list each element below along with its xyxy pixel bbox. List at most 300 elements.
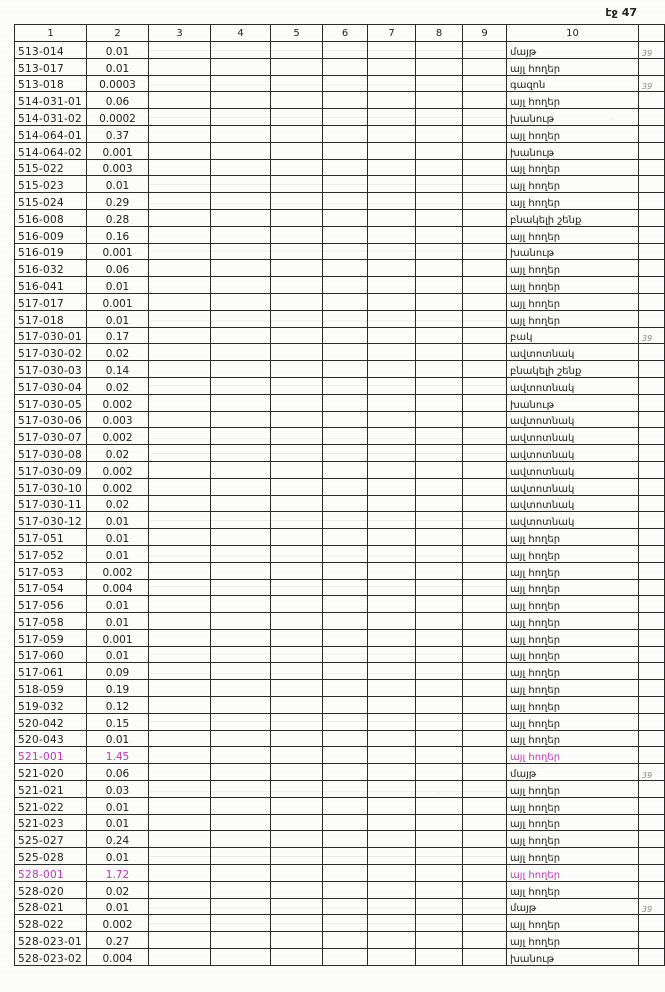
empty-cell [416, 797, 463, 814]
empty-cell [323, 142, 368, 159]
empty-cell [463, 545, 507, 562]
empty-cell [271, 377, 323, 394]
empty-cell [149, 545, 211, 562]
empty-cell [368, 562, 416, 579]
table-row [15, 713, 665, 730]
margin-note [639, 209, 665, 226]
empty-cell [211, 831, 271, 848]
empty-cell [323, 377, 368, 394]
col-header-9: 9 [463, 25, 507, 42]
land-type-cell: այլ հողեր [507, 92, 639, 109]
margin-note [639, 495, 665, 512]
empty-cell [271, 781, 323, 798]
table-row [15, 797, 665, 814]
parcel-code-cell: 516-019 [15, 243, 87, 260]
empty-cell [323, 898, 368, 915]
land-type-cell: այլ հողեր [507, 646, 639, 663]
empty-cell [416, 445, 463, 462]
margin-note [639, 865, 665, 882]
land-type-cell: այլ հողեր [507, 226, 639, 243]
area-value-cell: 0.001 [87, 293, 149, 310]
empty-cell [416, 428, 463, 445]
empty-cell [211, 629, 271, 646]
empty-cell [323, 226, 368, 243]
empty-cell [211, 327, 271, 344]
empty-cell [149, 512, 211, 529]
empty-cell [463, 747, 507, 764]
area-value-cell: 0.001 [87, 142, 149, 159]
margin-note [639, 260, 665, 277]
empty-cell [149, 109, 211, 126]
table-row [15, 92, 665, 109]
table-row [15, 747, 665, 764]
empty-cell [149, 781, 211, 798]
empty-cell [149, 596, 211, 613]
empty-cell [416, 394, 463, 411]
empty-cell [416, 730, 463, 747]
empty-cell [463, 730, 507, 747]
empty-cell [211, 226, 271, 243]
empty-cell [211, 260, 271, 277]
empty-cell [323, 310, 368, 327]
margin-note [639, 613, 665, 630]
margin-note [639, 949, 665, 966]
empty-cell [149, 428, 211, 445]
empty-cell [149, 327, 211, 344]
empty-cell [323, 646, 368, 663]
land-type-cell: բնակելի շենք [507, 209, 639, 226]
empty-cell [416, 529, 463, 546]
parcel-code-cell: 517-030-12 [15, 512, 87, 529]
area-value-cell: 0.001 [87, 243, 149, 260]
empty-cell [211, 579, 271, 596]
empty-cell [271, 75, 323, 92]
area-value-cell: 0.24 [87, 831, 149, 848]
table-row [15, 159, 665, 176]
empty-cell [149, 949, 211, 966]
empty-cell [368, 613, 416, 630]
parcel-code-cell: 517-051 [15, 529, 87, 546]
empty-cell [323, 495, 368, 512]
empty-cell [149, 646, 211, 663]
margin-note [639, 478, 665, 495]
empty-cell [368, 579, 416, 596]
empty-cell [368, 193, 416, 210]
empty-cell [149, 747, 211, 764]
empty-cell [211, 445, 271, 462]
empty-cell [416, 713, 463, 730]
empty-cell [416, 377, 463, 394]
empty-cell [463, 495, 507, 512]
margin-note [639, 361, 665, 378]
empty-cell [416, 327, 463, 344]
empty-cell [211, 361, 271, 378]
empty-cell [211, 814, 271, 831]
empty-cell [463, 915, 507, 932]
empty-cell [271, 730, 323, 747]
margin-note [639, 176, 665, 193]
parcel-code-cell: 517-030-04 [15, 377, 87, 394]
margin-note: 39 [639, 42, 665, 59]
empty-cell [416, 461, 463, 478]
empty-cell [271, 579, 323, 596]
empty-cell [323, 697, 368, 714]
land-type-cell: այլ հողեր [507, 747, 639, 764]
empty-cell [323, 596, 368, 613]
parcel-code-cell: 517-030-08 [15, 445, 87, 462]
col-header-6: 6 [323, 25, 368, 42]
table-row [15, 209, 665, 226]
empty-cell [211, 865, 271, 882]
col-header-5: 5 [271, 25, 323, 42]
empty-cell [463, 411, 507, 428]
empty-cell [211, 394, 271, 411]
empty-cell [271, 764, 323, 781]
empty-cell [271, 932, 323, 949]
empty-cell [463, 764, 507, 781]
empty-cell [149, 394, 211, 411]
empty-cell [368, 747, 416, 764]
empty-cell [323, 92, 368, 109]
empty-cell [271, 42, 323, 59]
empty-cell [211, 697, 271, 714]
empty-cell [323, 881, 368, 898]
table-row [15, 361, 665, 378]
margin-note [639, 747, 665, 764]
empty-cell [416, 764, 463, 781]
parcel-code-cell: 520-043 [15, 730, 87, 747]
empty-cell [271, 226, 323, 243]
empty-cell [271, 495, 323, 512]
empty-cell [368, 361, 416, 378]
empty-cell [416, 932, 463, 949]
empty-cell [416, 75, 463, 92]
empty-cell [211, 293, 271, 310]
empty-cell [211, 529, 271, 546]
land-type-cell: մայթ [507, 898, 639, 915]
empty-cell [323, 529, 368, 546]
parcel-code-cell: 517-018 [15, 310, 87, 327]
area-value-cell: 0.06 [87, 764, 149, 781]
parcel-code-cell: 528-021 [15, 898, 87, 915]
area-value-cell: 0.12 [87, 697, 149, 714]
empty-cell [271, 243, 323, 260]
empty-cell [368, 932, 416, 949]
empty-cell [211, 663, 271, 680]
margin-note [639, 596, 665, 613]
area-value-cell: 0.0002 [87, 109, 149, 126]
table-row [15, 75, 665, 92]
empty-cell [323, 932, 368, 949]
empty-cell [323, 478, 368, 495]
empty-cell [463, 377, 507, 394]
empty-cell [323, 109, 368, 126]
land-type-cell: խանութ [507, 109, 639, 126]
empty-cell [323, 512, 368, 529]
land-type-cell: այլ հողեր [507, 260, 639, 277]
empty-cell [416, 243, 463, 260]
area-value-cell: 0.002 [87, 562, 149, 579]
empty-cell [149, 260, 211, 277]
empty-cell [416, 159, 463, 176]
area-value-cell: 0.02 [87, 344, 149, 361]
empty-cell [368, 680, 416, 697]
empty-cell [323, 58, 368, 75]
empty-cell [271, 865, 323, 882]
table-row [15, 411, 665, 428]
empty-cell [271, 814, 323, 831]
empty-cell [149, 125, 211, 142]
parcel-code-cell: 517-054 [15, 579, 87, 596]
empty-cell [149, 579, 211, 596]
header-row [15, 25, 665, 42]
empty-cell [323, 663, 368, 680]
empty-cell [211, 881, 271, 898]
margin-note [639, 562, 665, 579]
table-row [15, 814, 665, 831]
empty-cell [323, 865, 368, 882]
empty-cell [149, 310, 211, 327]
empty-cell [463, 898, 507, 915]
empty-cell [463, 193, 507, 210]
empty-cell [323, 680, 368, 697]
empty-cell [463, 512, 507, 529]
land-type-cell: այլ հողեր [507, 848, 639, 865]
area-value-cell: 0.15 [87, 713, 149, 730]
empty-cell [149, 445, 211, 462]
table-row [15, 881, 665, 898]
empty-cell [416, 495, 463, 512]
empty-cell [211, 730, 271, 747]
area-value-cell: 0.001 [87, 629, 149, 646]
empty-cell [211, 646, 271, 663]
empty-cell [463, 814, 507, 831]
empty-cell [211, 898, 271, 915]
empty-cell [416, 277, 463, 294]
parcel-code-cell: 517-030-03 [15, 361, 87, 378]
land-type-cell: ավտոտնակ [507, 344, 639, 361]
empty-cell [149, 932, 211, 949]
table-row [15, 478, 665, 495]
empty-cell [323, 730, 368, 747]
area-value-cell: 0.01 [87, 545, 149, 562]
parcel-code-cell: 517-030-07 [15, 428, 87, 445]
empty-cell [323, 428, 368, 445]
area-value-cell: 0.01 [87, 596, 149, 613]
area-value-cell: 0.01 [87, 848, 149, 865]
parcel-code-cell: 517-030-05 [15, 394, 87, 411]
land-type-cell: այլ հողեր [507, 865, 639, 882]
table-row [15, 697, 665, 714]
table-row [15, 545, 665, 562]
empty-cell [416, 545, 463, 562]
table-row [15, 327, 665, 344]
area-value-cell: 0.02 [87, 377, 149, 394]
area-value-cell: 0.01 [87, 176, 149, 193]
empty-cell [149, 411, 211, 428]
empty-cell [149, 881, 211, 898]
empty-cell [271, 109, 323, 126]
empty-cell [211, 277, 271, 294]
empty-cell [271, 529, 323, 546]
empty-cell [211, 310, 271, 327]
empty-cell [271, 881, 323, 898]
margin-note [639, 411, 665, 428]
empty-cell [463, 529, 507, 546]
empty-cell [368, 428, 416, 445]
land-type-cell: ավտոտնակ [507, 377, 639, 394]
parcel-code-cell: 521-023 [15, 814, 87, 831]
empty-cell [463, 865, 507, 882]
area-value-cell: 0.28 [87, 209, 149, 226]
margin-note [639, 394, 665, 411]
margin-note [639, 663, 665, 680]
empty-cell [149, 92, 211, 109]
empty-cell [271, 848, 323, 865]
empty-cell [463, 75, 507, 92]
empty-cell [149, 377, 211, 394]
area-value-cell: 0.01 [87, 898, 149, 915]
area-value-cell: 0.06 [87, 92, 149, 109]
empty-cell [211, 949, 271, 966]
table-row [15, 495, 665, 512]
empty-cell [149, 730, 211, 747]
margin-note [639, 781, 665, 798]
empty-cell [416, 209, 463, 226]
empty-cell [271, 461, 323, 478]
table-row [15, 260, 665, 277]
parcel-code-cell: 515-024 [15, 193, 87, 210]
empty-cell [271, 663, 323, 680]
empty-cell [271, 545, 323, 562]
empty-cell [463, 579, 507, 596]
empty-cell [271, 898, 323, 915]
margin-note [639, 58, 665, 75]
empty-cell [416, 58, 463, 75]
empty-cell [416, 680, 463, 697]
margin-note [639, 713, 665, 730]
empty-cell [323, 394, 368, 411]
empty-cell [368, 344, 416, 361]
col-header-7: 7 [368, 25, 416, 42]
empty-cell [463, 243, 507, 260]
empty-cell [149, 293, 211, 310]
table-row [15, 562, 665, 579]
empty-cell [416, 915, 463, 932]
land-type-cell: այլ հողեր [507, 277, 639, 294]
table-row [15, 529, 665, 546]
table-row [15, 42, 665, 59]
empty-cell [368, 92, 416, 109]
empty-cell [368, 797, 416, 814]
table-row [15, 781, 665, 798]
table-row [15, 310, 665, 327]
empty-cell [323, 949, 368, 966]
margin-note [639, 697, 665, 714]
empty-cell [416, 361, 463, 378]
empty-cell [149, 865, 211, 882]
empty-cell [149, 495, 211, 512]
empty-cell [463, 831, 507, 848]
empty-cell [463, 697, 507, 714]
empty-cell [149, 713, 211, 730]
empty-cell [271, 361, 323, 378]
empty-cell [211, 512, 271, 529]
table-row [15, 915, 665, 932]
table-row [15, 445, 665, 462]
empty-cell [149, 277, 211, 294]
empty-cell [416, 781, 463, 798]
col-header-8: 8 [416, 25, 463, 42]
empty-cell [416, 747, 463, 764]
land-parcel-table [14, 24, 665, 966]
empty-cell [271, 915, 323, 932]
table-row [15, 243, 665, 260]
empty-cell [416, 411, 463, 428]
area-value-cell: 0.003 [87, 411, 149, 428]
parcel-code-cell: 514-064-01 [15, 125, 87, 142]
land-type-cell: այլ հողեր [507, 797, 639, 814]
empty-cell [149, 680, 211, 697]
margin-note [639, 814, 665, 831]
table-row [15, 932, 665, 949]
empty-cell [149, 478, 211, 495]
margin-note [639, 445, 665, 462]
table-row [15, 865, 665, 882]
empty-cell [271, 747, 323, 764]
area-value-cell: 0.02 [87, 495, 149, 512]
empty-cell [463, 310, 507, 327]
empty-cell [368, 243, 416, 260]
table-row [15, 629, 665, 646]
empty-cell [463, 797, 507, 814]
empty-cell [211, 797, 271, 814]
col-header-4: 4 [211, 25, 271, 42]
empty-cell [416, 310, 463, 327]
empty-cell [323, 797, 368, 814]
empty-cell [416, 293, 463, 310]
parcel-code-cell: 517-052 [15, 545, 87, 562]
parcel-code-cell: 528-020 [15, 881, 87, 898]
empty-cell [323, 713, 368, 730]
empty-cell [271, 209, 323, 226]
margin-note: 39 [639, 764, 665, 781]
land-type-cell: այլ հողեր [507, 193, 639, 210]
empty-cell [211, 545, 271, 562]
empty-cell [463, 848, 507, 865]
empty-cell [211, 596, 271, 613]
empty-cell [271, 344, 323, 361]
empty-cell [463, 209, 507, 226]
empty-cell [368, 781, 416, 798]
land-type-cell: այլ հողեր [507, 613, 639, 630]
area-value-cell: 0.14 [87, 361, 149, 378]
table-row [15, 142, 665, 159]
empty-cell [323, 814, 368, 831]
empty-cell [416, 814, 463, 831]
empty-cell [211, 848, 271, 865]
empty-cell [271, 713, 323, 730]
empty-cell [368, 293, 416, 310]
empty-cell [323, 243, 368, 260]
land-type-cell: այլ հողեր [507, 781, 639, 798]
empty-cell [271, 949, 323, 966]
empty-cell [149, 848, 211, 865]
empty-cell [416, 949, 463, 966]
land-type-cell: այլ հողեր [507, 545, 639, 562]
land-type-cell: բնակելի շենք [507, 361, 639, 378]
table-row [15, 428, 665, 445]
